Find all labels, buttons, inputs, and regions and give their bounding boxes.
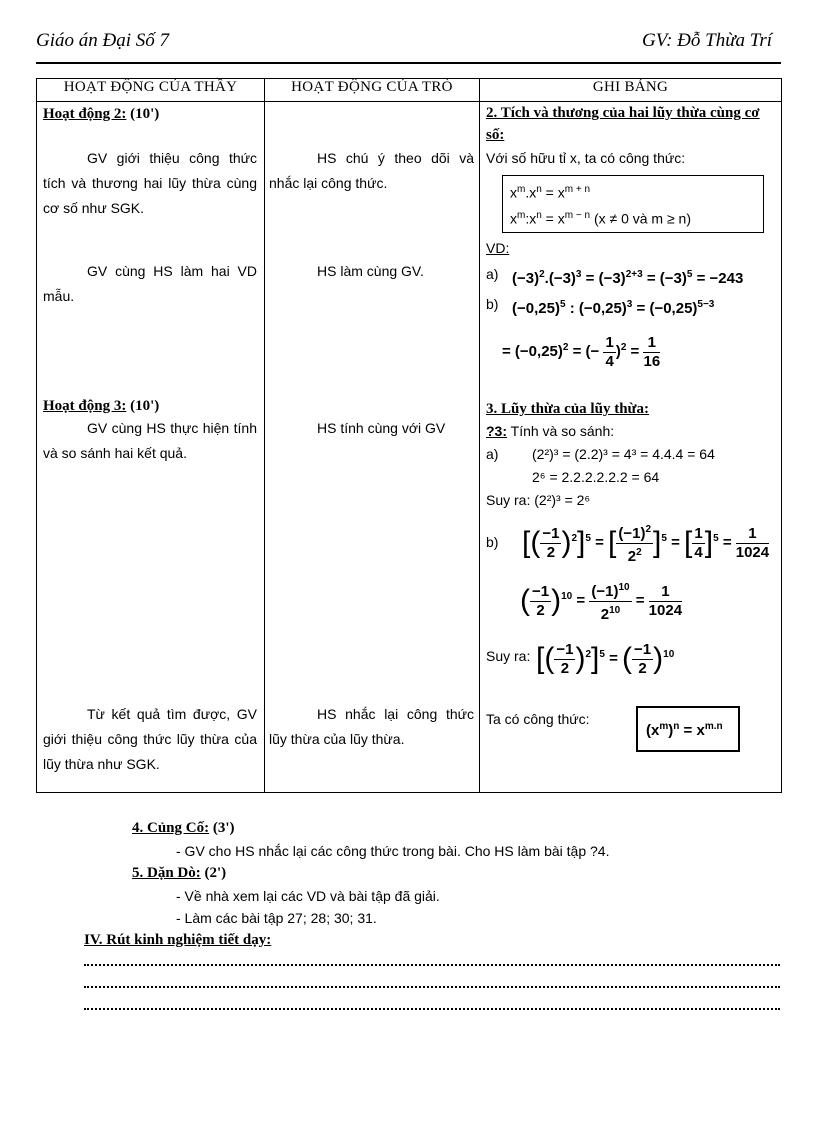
sec3-title: 3. Lũy thừa của lũy thừa:: [486, 401, 650, 417]
hd3-text: GV cùng HS thực hiện tính và so sánh hai kết quả.: [43, 420, 257, 461]
lesson-table: [36, 78, 782, 793]
c5-text1: - Về nhà xem lại các VD và bài tập đã giải.: [176, 888, 440, 904]
hd3-time: (10'): [130, 398, 160, 414]
c5-heading: 5. Dặn Dò: (2'): [132, 865, 227, 881]
sec2-title: 2. Tích và thương của hai lũy thừa cùng cơ số:: [486, 105, 760, 143]
header-teacher: GV: Đỗ Thừa Trí: [641, 30, 772, 51]
suy-ra-1: Suy ra: (2²)³ = 2⁶: [486, 492, 591, 508]
c5-text2: - Làm các bài tập 27; 28; 30; 31.: [176, 910, 377, 926]
col-header-board: GHI BẢNG: [480, 79, 782, 102]
formula-quotient: $x^m:x^n = x^{m - n}$ (x ≠ 0 và m ≥ n): [510, 210, 692, 227]
iv-heading: IV. Rút kinh nghiệm tiết dạy:: [84, 932, 272, 948]
c4-heading: 4. Củng Cố: (3'): [132, 820, 235, 836]
student-s1: HS chú ý theo dõi và nhắc lại công thức.: [269, 150, 474, 191]
dotted-line-2: [84, 986, 780, 988]
teacher-column: [37, 102, 265, 793]
hd2-time: (10'): [130, 106, 160, 122]
q3-b-expr2: ( $\frac{-1}{2}$ )$^{10}$ = $\frac{(-1)^{10}}{2^{10}}$ = $\frac{1}{1024}$: [520, 572, 682, 626]
q3-line: ?3: Tính và so sánh:: [486, 423, 615, 439]
q3-a1: (2²)³ = (2.2)³ = 4³ = 4.4.4 = 64: [532, 446, 715, 462]
header-subject: Giáo án Đại Số 7: [36, 30, 169, 51]
ex-a-label: a): [486, 266, 499, 282]
col-header-teacher: HOẠT ĐỘNG CỦA THẦY: [37, 79, 265, 102]
header-rule: [36, 62, 781, 64]
ex-b-label: b): [486, 296, 499, 312]
c4-text: - GV cho HS nhắc lại các công thức trong bài. Cho HS làm bài tập ?4.: [176, 843, 610, 859]
dotted-line-1: [84, 964, 780, 966]
ta-co-text: Ta có công thức:: [486, 711, 590, 727]
example-a: $(-3)^2.(-3)^3 = (-3)^{2+3} = (-3)^5 = -243$: [512, 269, 744, 287]
suy-ra-2-label: Suy ra:: [486, 648, 531, 664]
vd-label: VD:: [486, 240, 510, 256]
q3-b-label: b): [486, 534, 499, 550]
power-text: Từ kết quả tìm được, GV giới thiệu công thức lũy thừa của lũy thừa như SGK.: [43, 706, 257, 772]
dotted-line-3: [84, 1008, 780, 1010]
q3-b-expr: [( $\frac{-1}{2}$ )$^2$]$^5$ = [ $\frac{(-1)^2}{2^2}$ ]$^5$ = [ $\frac{1}{4}$ ]$^5$ = $\frac{1}{1024}$: [522, 514, 769, 568]
example-b: $(-0,25)^5$ : $(-0,25)^3 = (-0,25)^{5-3}$: [512, 299, 715, 317]
col-header-student: HOẠT ĐỘNG CỦA TRÒ: [265, 79, 480, 102]
q3-a2: 2⁶ = 2.2.2.2.2.2 = 64: [532, 469, 660, 485]
formula-product: $x^m.x^n = x^{m + n}$: [510, 184, 591, 201]
sec2-intro: Với số hữu tỉ x, ta có công thức:: [486, 150, 686, 166]
student-s4: HS nhắc lại công thức lũy thừa của lũy thừa.: [269, 706, 474, 747]
student-s2: HS làm cùng GV.: [317, 263, 424, 279]
hd2-text: GV giới thiệu công thức tích và thương hai lũy thừa cùng cơ số như SGK.: [43, 150, 257, 216]
q3-a-label: a): [486, 446, 499, 462]
student-column: [265, 102, 480, 793]
suy-ra-2-expr: [( $\frac{-1}{2}$ )$^2$]$^5$ = ( $\frac{-1}{2}$ )$^{10}$: [536, 640, 675, 677]
student-s3: HS tính cùng với GV: [317, 420, 446, 436]
hd3-title: Hoạt động 3:: [43, 398, 127, 414]
vd-text: GV cùng HS làm hai VD mẫu.: [43, 263, 257, 304]
board-column: [480, 102, 782, 793]
example-b-result: = $(-0,25)^2$ = (− $\frac{1}{4}$ )$^2$ = $\frac{1}{16}$: [502, 333, 661, 370]
final-formula: $(x^m)^n = x^{m.n}$: [646, 721, 723, 739]
hd2-title: Hoạt động 2:: [43, 106, 127, 122]
